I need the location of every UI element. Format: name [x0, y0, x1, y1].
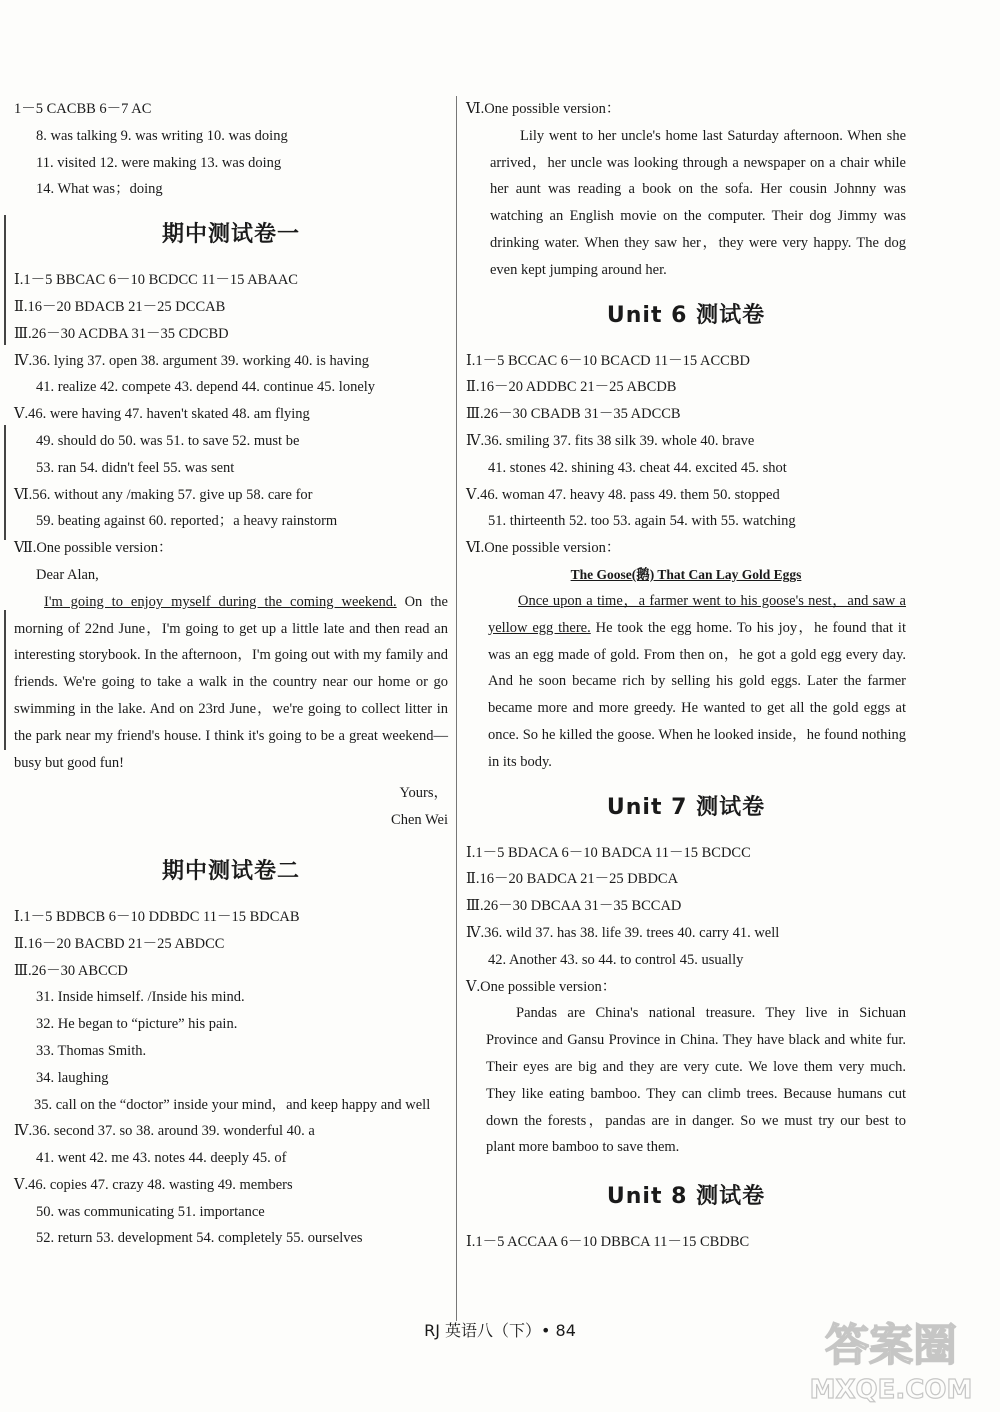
answer-line: 34. laughing [36, 1069, 109, 1086]
answer-line: Ⅰ.1－5 ACCAA 6－10 DBBCA 11－15 CBDBC [466, 1234, 750, 1251]
watermark-logo [796, 1308, 986, 1406]
answer-line: Ⅳ.36. smiling 37. fits 38 silk 39. whole 40. brave [466, 432, 755, 449]
margin-mark [4, 610, 6, 750]
answer-line: 41. stones 42. shining 43. cheat 44. excited 45. shot [488, 459, 787, 476]
answer-line: Ⅴ.46. were having 47. haven't skated 48. am flying [14, 406, 310, 423]
answer-line: Ⅲ.26－30 ABCCD [14, 962, 128, 979]
letter-salutation: Dear Alan, [36, 566, 99, 583]
answer-line: 41. went 42. me 43. notes 44. deeply 45. of [36, 1150, 287, 1167]
answer-line: Ⅲ.26－30 DBCAA 31－35 BCCAD [466, 898, 682, 915]
answer-line: Ⅳ.36. second 37. so 38. around 39. wonderful 40. a [14, 1123, 315, 1140]
answer-line: 42. Another 43. so 44. to control 45. usually [488, 951, 744, 968]
answer-line: 8. was talking 9. was writing 10. was doing [36, 127, 288, 144]
answer-line: 41. realize 42. compete 43. depend 44. continue 45. lonely [36, 379, 376, 396]
essay-topic-sentence: I'm going to enjoy myself during the coming weekend. [44, 593, 397, 610]
section-title-midterm1: 期中测试卷一 [161, 222, 300, 248]
answer-line: Ⅴ.46. copies 47. crazy 48. wasting 49. members [14, 1176, 293, 1193]
answer-line: 1－5 CACBB 6－7 AC [14, 101, 152, 117]
letter-signature: Chen Wei [391, 812, 448, 829]
answer-line: Ⅱ.16－20 BADCA 21－25 DBDCA [466, 871, 679, 888]
answer-line: Ⅱ.16－20 BDACB 21－25 DCCAB [14, 298, 226, 315]
answer-line: 52. return 53. development 54. completely 55. ourselves [36, 1230, 363, 1247]
answer-line: Ⅳ.36. wild 37. has 38. life 39. trees 40. carry 41. well [466, 924, 780, 941]
answer-line: 32. He began to “picture” his pain. [36, 1016, 238, 1033]
answer-line: 31. Inside himself. /Inside his mind. [36, 989, 245, 1006]
essay-topic-sentence: Once upon a time，a farmer went to his goose's nest，and saw a yellow egg there. [488, 592, 906, 636]
right-column [466, 96, 906, 1256]
answer-line: 53. ran 54. didn't feel 55. was sent [36, 459, 235, 476]
section-title-unit6: Unit 6 测试卷 [606, 302, 766, 328]
answer-line: Ⅵ.One possible version： [466, 101, 621, 117]
answer-line: Ⅰ.1－5 BDACA 6－10 BADCA 11－15 BCDCC [466, 844, 751, 861]
section-title-unit8: Unit 8 测试卷 [606, 1184, 766, 1210]
margin-mark [4, 425, 6, 540]
answer-line: Ⅳ.36. lying 37. open 38. argument 39. working 40. is having [14, 352, 369, 369]
answer-line: Ⅴ.46. woman 47. heavy 48. pass 49. them 50. stopped [466, 486, 780, 503]
essay-paragraph [466, 588, 906, 776]
section-title-midterm2: 期中测试卷二 [161, 858, 300, 884]
column-divider [456, 96, 457, 1321]
answer-line: 14. What was；doing [36, 181, 163, 198]
section-title-unit7: Unit 7 测试卷 [606, 794, 766, 820]
essay-body: On the morning of 22nd June，I'm going to get up a little late and then read an interesting storybook. In the afternoon，I'm going out with my family and friends. We're going to take a walk in the country near our home or go swimming in the lake. And on 23rd June，we're going to collect litter in the park near my friend's house. I think it's going to be a great weekend—busy but good fun! [14, 593, 448, 771]
answer-line: Ⅶ.One possible version： [14, 540, 173, 557]
answer-line: Ⅱ.16－20 BACBD 21－25 ABDCC [14, 935, 225, 952]
answer-line: Ⅰ.1－5 BDBCB 6－10 DDBDC 11－15 BDCAB [14, 908, 300, 925]
answer-line: 33. Thomas Smith. [36, 1042, 147, 1059]
answer-line: Ⅵ.One possible version： [466, 540, 621, 557]
answer-line: Ⅴ.One possible version： [466, 978, 617, 995]
answer-line: Ⅵ.56. without any /making 57. give up 58. care for [14, 486, 313, 503]
answer-line: Ⅲ.26－30 CBADB 31－35 ADCCB [466, 406, 681, 423]
answer-line: 11. visited 12. were making 13. was doing [36, 154, 282, 171]
answer-line: 59. beating against 60. reported；a heavy rainstorm [36, 513, 338, 530]
margin-mark [4, 215, 6, 345]
answer-line: Ⅲ.26－30 ACDBA 31－35 CDCBD [14, 325, 229, 342]
answer-line: Ⅱ.16－20 ADDBC 21－25 ABCDB [466, 379, 677, 396]
essay-paragraph: Lily went to her uncle's home last Saturday afternoon. When she arrived，her uncle was looking through a newspaper on a chair while her aunt was reading a book on the sofa. Her cousin Johnny was watching an English movie on the computer. Their dog Jimmy was drinking water. When they saw her，they were very happy. The dog even kept jumping around her. [490, 127, 906, 278]
essay-body: He took the egg home. To his joy，he found that it was an egg made of gold. From then on，he got a gold egg every day. And he soon became rich by selling his gold eggs. Later the farmer became more and more greedy. He wanted to get all the gold eggs at once. So he killed the goose. When he looked inside，he found nothing in its body. [488, 619, 906, 770]
page-footer: RJ 英语八（下）• 84 [424, 1321, 576, 1340]
watermark-text-en: MXQE.COM [809, 1375, 973, 1405]
left-column [14, 96, 448, 1252]
answer-line: 35. call on the “doctor” inside your mind，and keep happy and well [34, 1096, 431, 1113]
essay-title: The Goose(鹅) That Can Lay Gold Eggs [570, 566, 802, 582]
answer-line: Ⅰ.1－5 BBCAC 6－10 BCDCC 11－15 ABAAC [14, 272, 298, 289]
essay-paragraph: Pandas are China's national treasure. They live in Sichuan Province and Gansu Province in China. They have black and white fur. Their eyes are big and they are very cute. We love them very much. They like eating bamboo. They can climb trees. Because humans cut down the forests，pandas are in danger. So we must try our best to plant more bamboo to save them. [486, 1005, 906, 1156]
essay-paragraph [14, 589, 448, 777]
answer-line: 50. was communicating 51. importance [36, 1203, 265, 1220]
letter-closing: Yours， [399, 785, 448, 802]
watermark-text-cn: 答案圈 [825, 1320, 957, 1371]
answer-line: 49. should do 50. was 51. to save 52. must be [36, 432, 300, 449]
answer-line: Ⅰ.1－5 BCCAC 6－10 BCACD 11－15 ACCBD [466, 352, 750, 369]
answer-line: 51. thirteenth 52. too 53. again 54. with 55. watching [488, 513, 796, 530]
